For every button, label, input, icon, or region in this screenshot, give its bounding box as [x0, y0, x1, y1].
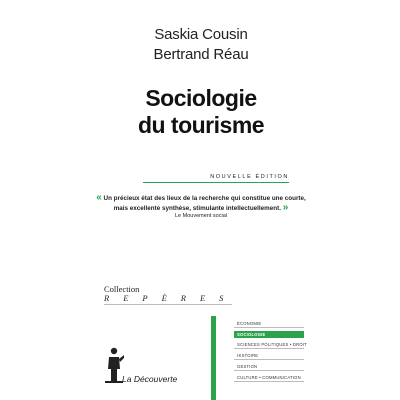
accent-bar: [211, 316, 216, 400]
quote-source: Le Mouvement social: [175, 213, 227, 219]
author-name: Bertrand Réau: [153, 46, 249, 63]
subject-tag: SCIENCES POLITIQUES • DROIT: [234, 341, 304, 349]
collection-label: Collection: [104, 284, 140, 294]
quote-text: Un précieux état des lieux de la recherche qui constitue une courte,: [103, 195, 306, 202]
subject-tag: ÉCONOMIE: [234, 320, 304, 328]
edition-label: NOUVELLE ÉDITION: [210, 174, 289, 180]
open-quote-mark: «: [96, 192, 102, 203]
book-title-line: Sociologie: [145, 85, 257, 111]
subject-tag: HISTOIRE: [234, 352, 304, 360]
author-name: Saskia Cousin: [154, 26, 248, 43]
collection-name: REPÈRES: [104, 293, 238, 303]
book-cover: [95, 0, 307, 400]
quote-text: mais excellente synthèse, stimulante intellectuellement.: [113, 205, 281, 212]
book-title-line: du tourisme: [137, 112, 265, 138]
subject-tag: CULTURE • COMMUNICATION: [234, 374, 304, 382]
publisher-name: La Découverte: [122, 374, 178, 384]
subject-tag: GESTION: [234, 363, 304, 371]
collection-divider: [104, 304, 232, 305]
edition-divider: [143, 182, 289, 183]
subject-tag-list: [234, 320, 307, 385]
close-quote-mark: »: [282, 202, 289, 213]
quote-line: [95, 202, 307, 213]
subject-tag-active: SOCIOLOGIE: [234, 331, 304, 338]
